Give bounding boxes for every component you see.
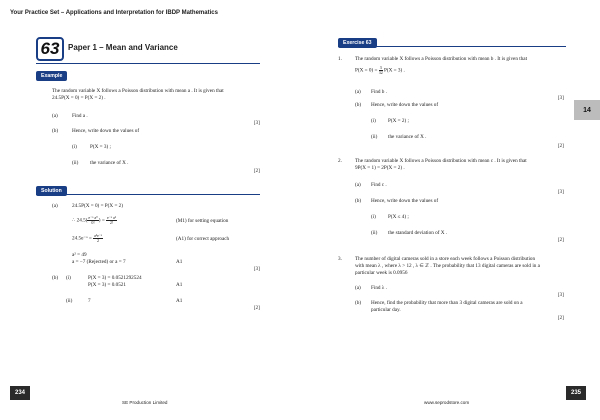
example-label: Example — [36, 71, 67, 81]
example-part-b-label: (b) — [52, 128, 59, 134]
example-part-b-text: Hence, write down the values of — [72, 128, 140, 134]
example-part-a-marks: [3] — [254, 121, 260, 126]
footer-publisher: SE Production Limited — [122, 400, 168, 405]
q1-part-bii-label: (ii) — [371, 134, 378, 140]
q1-part-a-text: Find b . — [371, 89, 387, 95]
q2-part-a-label: (a) — [355, 182, 361, 188]
solution-b-label: (b) — [52, 275, 59, 281]
solution-a-label: (a) — [52, 203, 58, 209]
q2-part-b-label: (b) — [355, 198, 362, 204]
q1-part-bi-label: (i) — [371, 118, 376, 124]
solution-bii-note: A1 — [176, 298, 183, 304]
example-part-bi-label: (i) — [72, 144, 77, 150]
q2-part-bi-label: (i) — [371, 214, 376, 220]
example-part-bii-text: the variance of X . — [90, 160, 129, 166]
example-part-b-marks: [2] — [254, 169, 260, 174]
solution-step-3-note: (A1) for correct approach — [176, 236, 230, 242]
solution-step-5-note: A1 — [176, 259, 183, 265]
solution-a-marks: [3] — [254, 267, 260, 272]
q1-part-b-label: (b) — [355, 102, 362, 108]
q1-part-bi-text: P(X = 2) ; — [388, 118, 409, 124]
solution-b-marks: [2] — [254, 306, 260, 311]
solution-bi-note: A1 — [176, 282, 183, 288]
q3-part-a-text: Find λ . — [371, 285, 387, 291]
q3-part-b-text-line-1: Hence, find the probability that more than 3 digital cameras are sold on a — [371, 300, 523, 306]
solution-bii-label: (ii) — [66, 298, 73, 304]
q2-part-bi-text: P(X ≤ 4) ; — [388, 214, 409, 220]
solution-step-4: a² = 49 — [72, 252, 87, 258]
solution-step-5: a = −7 (Rejected) or a = 7 — [72, 259, 126, 265]
exercise-label: Exercise 63 — [338, 38, 377, 48]
q2-text-line-1: The random variable X follows a Poisson distribution with mean c . It is given that — [355, 158, 527, 164]
q3-number: 3. — [338, 256, 342, 262]
q1-equation: P(X = 0) = $\frac{3}{32}$ P(X = 3) . — [355, 65, 405, 75]
q3-part-b-marks: [2] — [558, 316, 564, 321]
solution-step-2-fraction-1: $\frac{\text{e⁻ᵃ a⁰}}{0!}$ — [88, 215, 98, 225]
q2-part-b-text: Hence, write down the values of — [371, 198, 439, 204]
solution-step-2-note: (M1) for setting equation — [176, 218, 229, 224]
q1-part-bii-text: the variance of X . — [388, 134, 427, 140]
q1-part-b-marks: [2] — [558, 144, 564, 149]
q2-text-line-2: 9P(X = 1) = 2P(X = 2) . — [355, 165, 405, 171]
q1-equation-fraction: $\frac{3}{32}$ — [378, 65, 383, 75]
q3-text-line-1: The number of digital cameras sold in a store each week follows a Poisson distribution — [355, 256, 536, 262]
q3-part-b-label: (b) — [355, 300, 362, 306]
q2-part-b-marks: [2] — [558, 238, 564, 243]
q1-part-a-marks: [3] — [558, 96, 564, 101]
q1-number: 1. — [338, 56, 342, 62]
q2-part-bii-label: (ii) — [371, 230, 378, 236]
solution-step-3-fraction: $\frac{\text{a²e⁻ᵃ}}{2}$ — [94, 233, 103, 243]
q3-text-line-2: with mean λ , where λ > 12 , λ ∈ ℤ . The probability that 13 digital cameras are sold in a — [355, 263, 540, 269]
example-part-bi-text: P(X = 3) ; — [90, 144, 111, 150]
right-page-number: 235 — [566, 386, 586, 400]
chapter-divider — [36, 63, 260, 64]
q3-text-line-3: particular week is 0.0956 — [355, 270, 408, 276]
example-part-a-text: Find a . — [72, 113, 88, 119]
solution-bi-label: (i) — [66, 275, 71, 281]
q2-number: 2. — [338, 158, 342, 164]
q1-text: The random variable X follows a Poisson distribution with mean b . It is given that — [355, 56, 528, 62]
q2-part-bii-text: the standard deviation of X . — [388, 230, 448, 236]
running-header: Your Practice Set – Applications and Interpretation for IBDP Mathematics — [10, 10, 218, 16]
q2-part-a-marks: [3] — [558, 190, 564, 195]
solution-step-3: 24.5e⁻ᵃ = $\frac{\text{a²e⁻ᵃ}}{2}$ — [72, 233, 103, 243]
solution-step-2: ∴ 24.5( $\frac{\text{e⁻ᵃ a⁰}}{0!}$ ) = $\frac{\text{e⁻ᵃ a²}}{2!}$ — [72, 215, 117, 225]
solution-divider — [36, 194, 260, 195]
solution-bi-line-2: P(X = 3) = 0.0521 — [88, 282, 126, 288]
q2-part-a-text: Find c . — [371, 182, 387, 188]
example-intro-line-2: 24.5P(X = 0) = P(X = 2) . — [52, 95, 106, 101]
solution-step-2-fraction-2: $\frac{\text{e⁻ᵃ a²}}{2!}$ — [107, 215, 117, 225]
solution-bi-line-1: P(X = 3) = 0.0521292524 — [88, 275, 142, 281]
exercise-divider — [338, 46, 566, 47]
example-intro-line-1: The random variable X follows a Poisson distribution with mean a . It is given that — [52, 88, 224, 94]
q3-part-b-text-line-2: particular day. — [371, 307, 401, 313]
solution-label: Solution — [36, 186, 67, 196]
q3-part-a-label: (a) — [355, 285, 361, 291]
example-part-bii-label: (ii) — [72, 160, 79, 166]
chapter-side-tab: 14 — [574, 100, 600, 120]
left-page-number: 234 — [10, 386, 30, 400]
chapter-number-box: 63 — [36, 37, 64, 61]
q1-part-a-label: (a) — [355, 89, 361, 95]
example-part-a-label: (a) — [52, 113, 58, 119]
q3-part-a-marks: [3] — [558, 293, 564, 298]
solution-bii-value: 7 — [88, 298, 91, 304]
solution-step-2-prefix: ∴ 24.5 — [72, 217, 86, 224]
chapter-title: Paper 1 – Mean and Variance — [68, 43, 178, 52]
footer-website: www.seprodstore.com — [424, 400, 470, 405]
solution-step-1: 24.5P(X = 0) = P(X = 2) — [72, 203, 123, 209]
q1-part-b-text: Hence, write down the values of — [371, 102, 439, 108]
